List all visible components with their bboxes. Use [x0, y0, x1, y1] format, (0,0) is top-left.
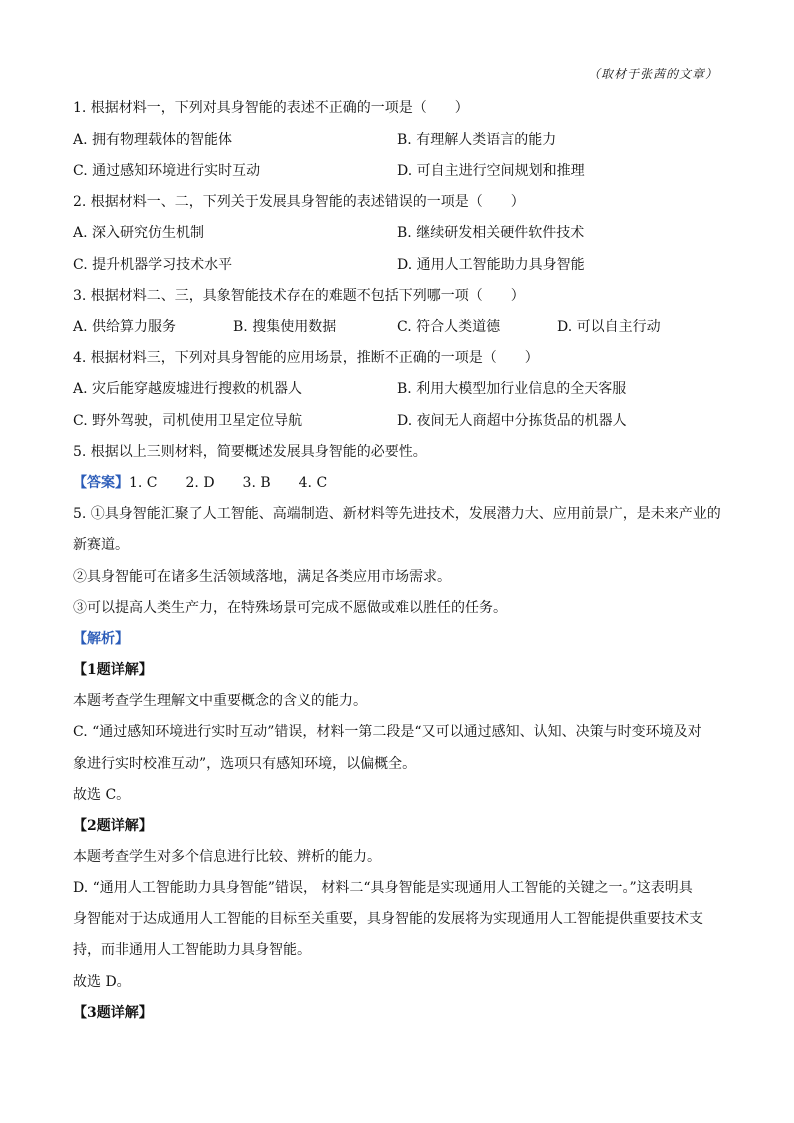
question-5-stem: 5. 根据以上三则材料，简要概述发展具身智能的必要性。	[73, 444, 427, 460]
question-4-option-a: A. 灾后能穿越废墟进行搜救的机器人	[73, 381, 303, 397]
question-3-option-d: D. 可以自主行动	[557, 319, 661, 335]
question-4-option-b: B. 利用大模型加行业信息的全天客服	[397, 381, 627, 397]
question-4-stem: 4. 根据材料三，下列对具身智能的应用场景，推断不正确的一项是（ ）	[73, 350, 539, 366]
question-3-option-a: A. 供给算力服务	[73, 319, 177, 335]
question-1-stem: 1. 根据材料一，下列对具身智能的表述不正确的一项是（ ）	[73, 100, 469, 116]
answer-q5-point-2: ②具身智能可在诸多生活领域落地，满足各类应用市场需求。	[73, 569, 451, 585]
answer-line	[73, 473, 327, 493]
detail-2-heading: 【2题详解】	[73, 818, 153, 834]
detail-2-body-a: D. “通用人工智能助力具身智能”错误， 材料二“具身智能是实现通用人工智能的关键之一。”这表明具	[73, 880, 693, 896]
detail-2-body-c: 持，而非通用人工智能助力具身智能。	[73, 942, 311, 958]
question-2-option-c: C. 提升机器学习技术水平	[73, 257, 233, 273]
detail-1-conclusion: 故选 C。	[73, 787, 131, 803]
question-2-option-b: B. 继续研发相关硬件软件技术	[397, 225, 585, 241]
question-1-option-d: D. 可自主进行空间规划和推理	[397, 163, 585, 179]
source-note: （取材于张茜的文章）	[587, 67, 718, 81]
answer-q5-point-3: ③可以提高人类生产力，在特殊场景可完成不愿做或难以胜任的任务。	[73, 600, 507, 616]
question-2-option-d: D. 通用人工智能助力具身智能	[397, 257, 585, 273]
analysis-title: 【解析】	[73, 631, 129, 647]
detail-1-body-b: 象进行实时校准互动”，选项只有感知环境，以偏概全。	[73, 756, 417, 772]
detail-1-heading: 【1题详解】	[73, 662, 153, 678]
question-4-option-c: C. 野外驾驶，司机使用卫星定位导航	[73, 413, 303, 429]
answer-q5-point-1a: 5. ①具身智能汇聚了人工智能、高端制造、新材料等先进技术，发展潜力大、应用前景广，是未来产业的	[73, 506, 721, 522]
detail-1-intro: 本题考查学生理解文中重要概念的含义的能力。	[73, 693, 367, 709]
question-2-stem: 2. 根据材料一、二，下列关于发展具身智能的表述错误的一项是（ ）	[73, 194, 525, 210]
question-3-option-b: B. 搜集使用数据	[233, 319, 337, 335]
detail-3-heading: 【3题详解】	[73, 1005, 153, 1021]
question-2-option-a: A. 深入研究仿生机制	[73, 225, 205, 241]
detail-2-body-b: 身智能对于达成通用人工智能的目标至关重要，具身智能的发展将为实现通用人工智能提供重要技术支	[73, 911, 703, 927]
detail-2-intro: 本题考查学生对多个信息进行比较、辨析的能力。	[73, 849, 381, 865]
detail-1-body-a: C. “通过感知环境进行实时互动”错误，材料一第二段是“又可以通过感知、认知、决策与时变环境及对	[73, 724, 702, 740]
answer-items: 1. C 2. D 3. B 4. C	[129, 475, 328, 491]
question-3-option-c: C. 符合人类道德	[397, 319, 501, 335]
question-1-option-c: C. 通过感知环境进行实时互动	[73, 163, 261, 179]
question-1-option-a: A. 拥有物理载体的智能体	[73, 132, 233, 148]
question-3-stem: 3. 根据材料二、三，具象智能技术存在的难题不包括下列哪一项（ ）	[73, 288, 525, 304]
answer-q5-point-1b: 新赛道。	[73, 537, 129, 553]
answer-tag: 【答案】	[73, 475, 129, 491]
detail-2-conclusion: 故选 D。	[73, 974, 131, 990]
question-4-option-d: D. 夜间无人商超中分拣货品的机器人	[397, 413, 627, 429]
question-1-option-b: B. 有理解人类语言的能力	[397, 132, 557, 148]
